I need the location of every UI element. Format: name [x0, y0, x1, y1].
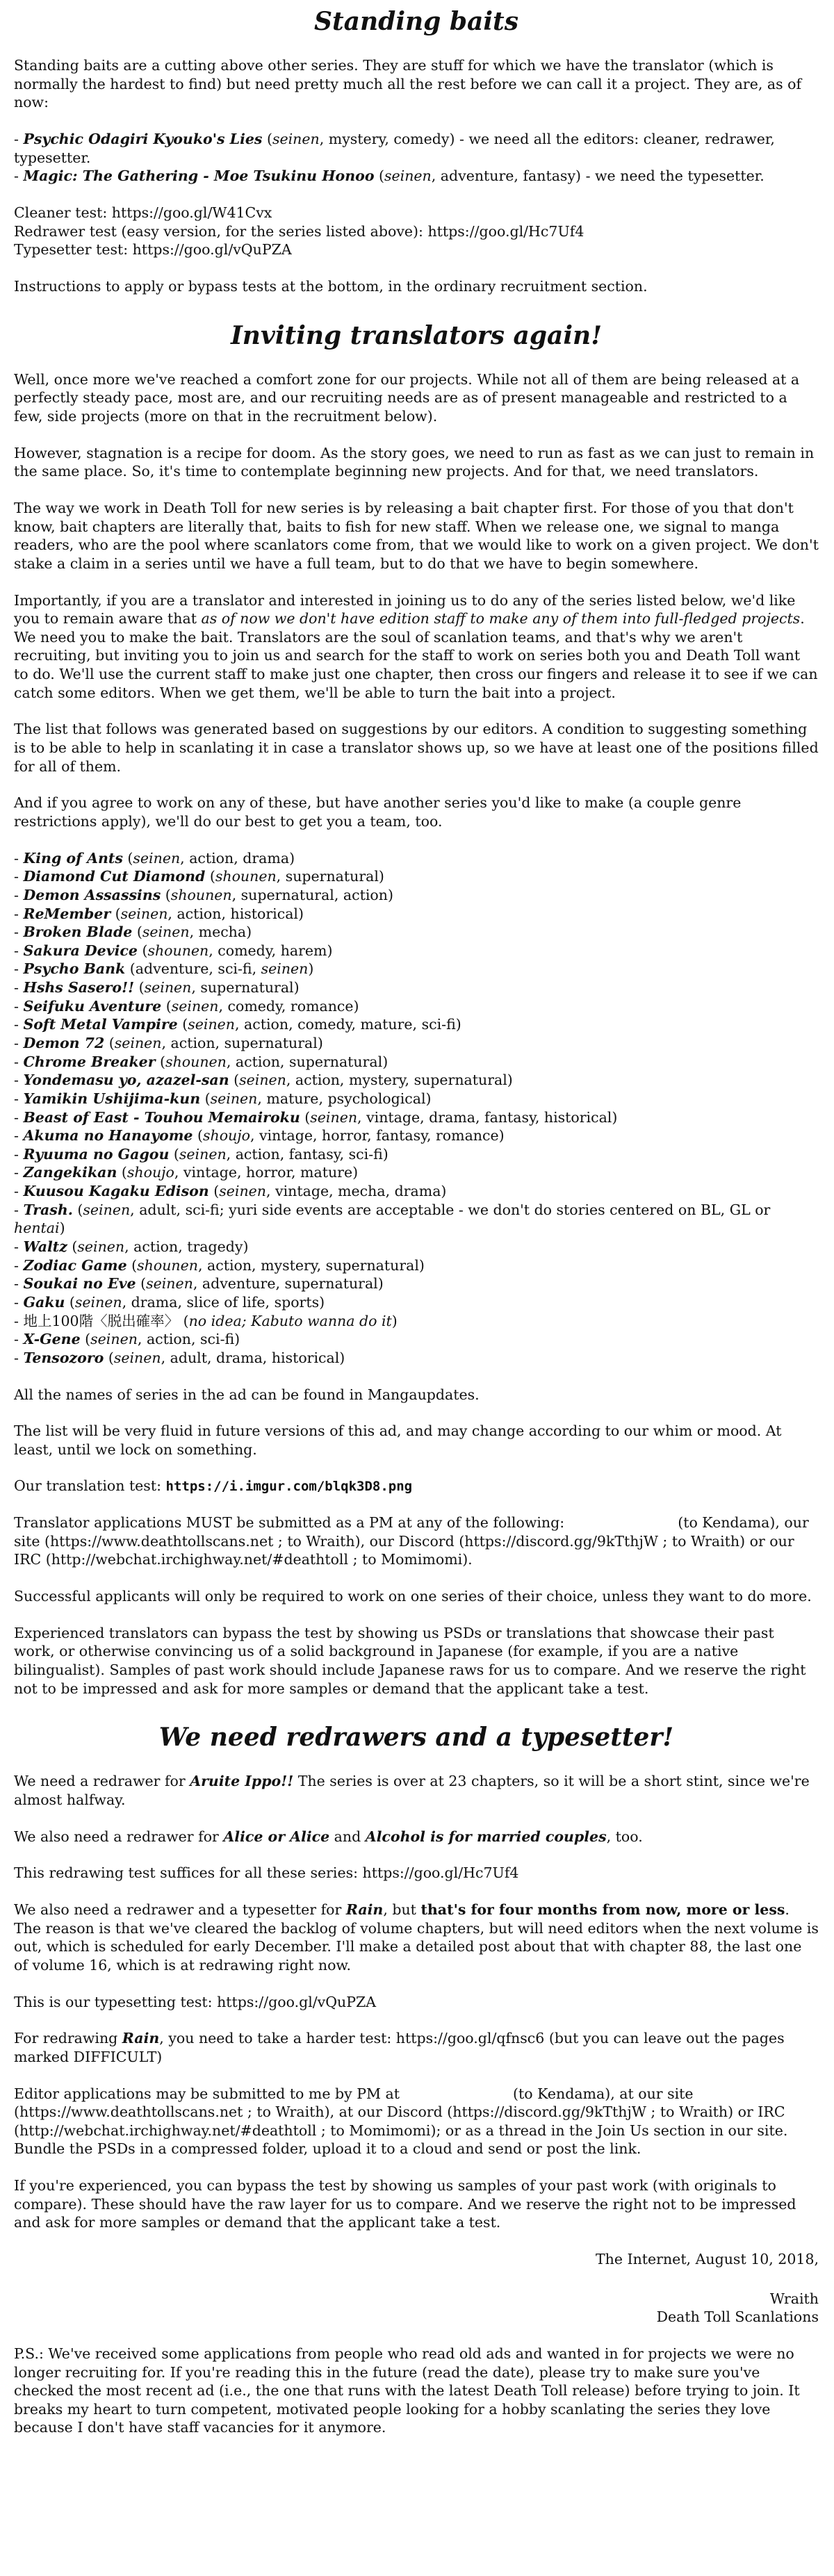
series-item: - Yamikin Ushijima-kun (seinen, mature, psychological) — [14, 1090, 432, 1107]
paragraph: However, stagnation is a recipe for doom. As the story goes, we need to run as fast as we can just to remain in the same place. So, it's time to contemplate beginning new projects. And for that, we need translators. — [14, 444, 815, 480]
series-item: - Chrome Breaker (shounen, action, supernatural) — [14, 1053, 389, 1070]
series-item: - Psycho Bank (adventure, sci-fi, seinen) — [14, 960, 314, 978]
series-item: - Diamond Cut Diamond (shounen, supernatural) — [14, 868, 384, 885]
series-item: - 地上100階〈脱出確率〉 (no idea; Kabuto wanna do it) — [14, 1312, 398, 1329]
series-item: - King of Ants (seinen, action, drama) — [14, 849, 295, 867]
series-item: - Beast of East - Touhou Memairoku (seinen, vintage, drama, fantasy, historical) — [14, 1108, 618, 1126]
series-list — [14, 849, 819, 1368]
redrawers-section — [14, 1723, 819, 2232]
standing-baits-section — [14, 7, 819, 296]
cleaner-test-link[interactable]: Cleaner test: https://goo.gl/W41Cvx — [14, 204, 272, 222]
standing-baits-intro: Standing baits are a cutting above other series. They are stuff for which we have the translator (which is normally the hardest to find) but need pretty much all the rest before we can call it a project. They are, as of now: — [14, 57, 802, 111]
paragraph: Successful applicants will only be required to work on one series of their choice, unless they want to do more. — [14, 1588, 812, 1605]
translators-heading: Inviting translators again! — [230, 320, 603, 350]
place-date: The Internet, August 10, 2018, — [595, 2250, 819, 2267]
series-item: - Zodiac Game (shounen, action, mystery, supernatural) — [14, 1256, 425, 1274]
author-name: Wraith — [769, 2290, 819, 2307]
series-item: - Hshs Sasero!! (seinen, supernatural) — [14, 979, 300, 996]
paragraph: And if you agree to work on any of these, but have another series you'd like to make (a couple genre restrictions apply), we'll do our best to get you a team, too. — [14, 794, 742, 830]
paragraph: Experienced translators can bypass the test by showing us PSDs or translations that showcase their past work, or otherwise convincing us of a solid background in Japanese (for example, if you are a native bilingualist). Samples of past work should include Japanese raws for us to compare. And we reserve the right not to be impressed and ask for more samples or demand that the applicant take a test. — [14, 1624, 806, 1697]
bait-list — [14, 130, 819, 186]
paragraph: The list will be very fluid in future versions of this ad, and may change according to our whim or mood. At least, until we lock on something. — [14, 1422, 782, 1458]
series-item: - Zangekikan (shoujo, vintage, horror, mature) — [14, 1164, 359, 1181]
series-item: - Tensozoro (seinen, adult, drama, historical) — [14, 1349, 345, 1366]
translators-section — [14, 321, 819, 1698]
translation-test-link[interactable]: https://i.imgur.com/blqk3D8.png — [165, 1479, 413, 1495]
series-item: - Sakura Device (shounen, comedy, harem) — [14, 942, 333, 959]
series-item: - Ryuuma no Gagou (seinen, action, fantasy, sci-fi) — [14, 1145, 389, 1163]
standing-baits-heading: Standing baits — [314, 7, 518, 36]
test-links — [14, 204, 819, 259]
series-item: - Demon Assassins (shounen, supernatural, action) — [14, 886, 393, 903]
paragraph: For redrawing Rain, you need to take a harder test: https://goo.gl/qfnsc6 (but you can leave out the pages marked DIFFICULT) — [14, 2030, 785, 2065]
paragraph: We need a redrawer for Aruite Ippo!! The series is over at 23 chapters, so it will be a short stint, since we're almost halfway. — [14, 1773, 810, 1809]
bait-item: - Psychic Odagiri Kyouko's Lies (seinen, mystery, comedy) - we need all the editors: cleaner, redrawer, typesetter. — [14, 131, 775, 166]
paragraph: Well, once more we've reached a comfort zone for our projects. While not all of them are being released at a perfectly steady pace, most are, and our recruiting needs are as of present manageable and restricted to a few, side projects (more on that in the recruitment below). — [14, 370, 800, 425]
series-item: - Gaku (seinen, drama, slice of life, sports) — [14, 1293, 325, 1311]
postscript: P.S.: We've received some applications from people who read old ads and wanted in for projects we were no longer recruiting for. If you're reading this in the future (read the date), please try to make sure you've checked the most recent ad (i.e., the one that runs with the latest Death Toll release) before trying to join. It breaks my heart to turn competent, motivated people looking for a hobby scanlating the series they love because I don't have staff vacancies for it anymore. — [14, 2345, 800, 2436]
paragraph: Importantly, if you are a translator and interested in joining us to do any of the series listed below, we'd like you to remain aware that as of now we don't have edition staff to make any of them into full-fledged projects. We need you to make the bait. Translators are the soul of scanlation teams, and that's why we aren't recruiting, but inviting you to join us and search for the staff to work on series both you and Death Toll want to do. We'll use the current staff to make just one chapter, then cross our fingers and release it to see if we can catch some editors. When we get them, we'll be able to turn the bait into a project. — [14, 591, 818, 701]
paragraph: This redrawing test suffices for all these series: https://goo.gl/Hc7Uf4 — [14, 1864, 519, 1882]
paragraph: We also need a redrawer for Alice or Alice and Alcohol is for married couples, too. — [14, 1828, 643, 1845]
translation-test: Our translation test: https://i.imgur.com/blqk3D8.png — [14, 1477, 413, 1495]
typesetter-test-link[interactable]: Typesetter test: https://goo.gl/vQuPZA — [14, 241, 292, 259]
redrawers-heading: We need redrawers and a typesetter! — [158, 1723, 674, 1753]
paragraph: Translator applications MUST be submitted as a PM at any of the following: (to Kendama), our site (https://www.deathtollscans.net ; to Wraith), our Discord (https://discord.gg/9kTthjW ; to Wraith) or our IRC (http://webchat.irchighway.net/#deathtoll ; to Momimomi). — [14, 1514, 809, 1568]
redrawer-test-link[interactable]: Redrawer test (easy version, for the series listed above): https://goo.gl/Hc7Uf4 — [14, 222, 584, 240]
series-item: - X-Gene (seinen, action, sci-fi) — [14, 1331, 240, 1348]
series-item: - Soft Metal Vampire (seinen, action, comedy, mature, sci-fi) — [14, 1016, 461, 1033]
paragraph: All the names of series in the ad can be found in Mangaupdates. — [14, 1386, 480, 1403]
signature-block — [14, 2250, 819, 2327]
paragraph: This is our typesetting test: https://goo.gl/vQuPZA — [14, 1993, 377, 2010]
series-item: - Trash. (seinen, adult, sci-fi; yuri side events are acceptable - we don't do stories centered on BL, GL or hentai) — [14, 1201, 771, 1237]
paragraph: Editor applications may be submitted to me by PM at (to Kendama), at our site (https://www.deathtollscans.net ; to Wraith), at our Discord (https://discord.gg/9kTthjW ; to Wraith) or IRC (http://webchat.irchighway.net/#deathtoll ; to Momimomi); or as a thread in the Join Us section in our site. Bundle the PSDs in a compressed folder, upload it to a cloud and send or post the link. — [14, 2085, 788, 2158]
paragraph: The list that follows was generated based on suggestions by our editors. A condition to suggesting something is to be able to help in scanlating it in case a translator shows up, so we have at least one of the positions filled for all of them. — [14, 721, 819, 775]
series-item: - Yondemasu yo, azazel-san (seinen, action, mystery, supernatural) — [14, 1072, 513, 1089]
paragraph: If you're experienced, you can bypass the test by showing us samples of your past work (with originals to compare). These should have the raw layer for us to compare. And we reserve the right not to be impressed and ask for more samples or demand that the applicant take a test. — [14, 2177, 796, 2231]
series-item: - Waltz (seinen, action, tragedy) — [14, 1238, 249, 1256]
paragraph: The way we work in Death Toll for new series is by releasing a bait chapter first. For those of you that don't know, bait chapters are literally that, baits to fish for new staff. When we release one, we signal to manga readers, who are the pool where scanlators come from, that we would like to work on a given project. We don't stake a claim in a series until we have a full team, but to do that we have to begin somewhere. — [14, 499, 819, 572]
series-item: - Akuma no Hanayome (shoujo, vintage, horror, fantasy, romance) — [14, 1127, 505, 1145]
series-item: - Broken Blade (seinen, mecha) — [14, 924, 252, 941]
bait-item: - Magic: The Gathering - Moe Tsukinu Honoo (seinen, adventure, fantasy) - we need the typesetter. — [14, 167, 764, 185]
series-item: - Soukai no Eve (seinen, adventure, supernatural) — [14, 1275, 384, 1293]
series-item: - Demon 72 (seinen, action, supernatural) — [14, 1035, 323, 1051]
paragraph: We also need a redrawer and a typesetter for Rain, but that's for four months from now, more or less. The reason is that we've cleared the backlog of volume chapters, but will need editors when the next volume is out, which is scheduled for early December. I'll make a detailed post about that with chapter 88, the last one of volume 16, which is at redrawing right now. — [14, 1901, 819, 1974]
group-name: Death Toll Scanlations — [656, 2308, 819, 2326]
series-item: - Kuusou Kagaku Edison (seinen, vintage, mecha, drama) — [14, 1183, 447, 1200]
series-item: - Seifuku Aventure (seinen, comedy, romance) — [14, 997, 359, 1015]
instructions-note: Instructions to apply or bypass tests at the bottom, in the ordinary recruitment section. — [14, 277, 648, 295]
series-item: - ReMember (seinen, action, historical) — [14, 905, 304, 922]
